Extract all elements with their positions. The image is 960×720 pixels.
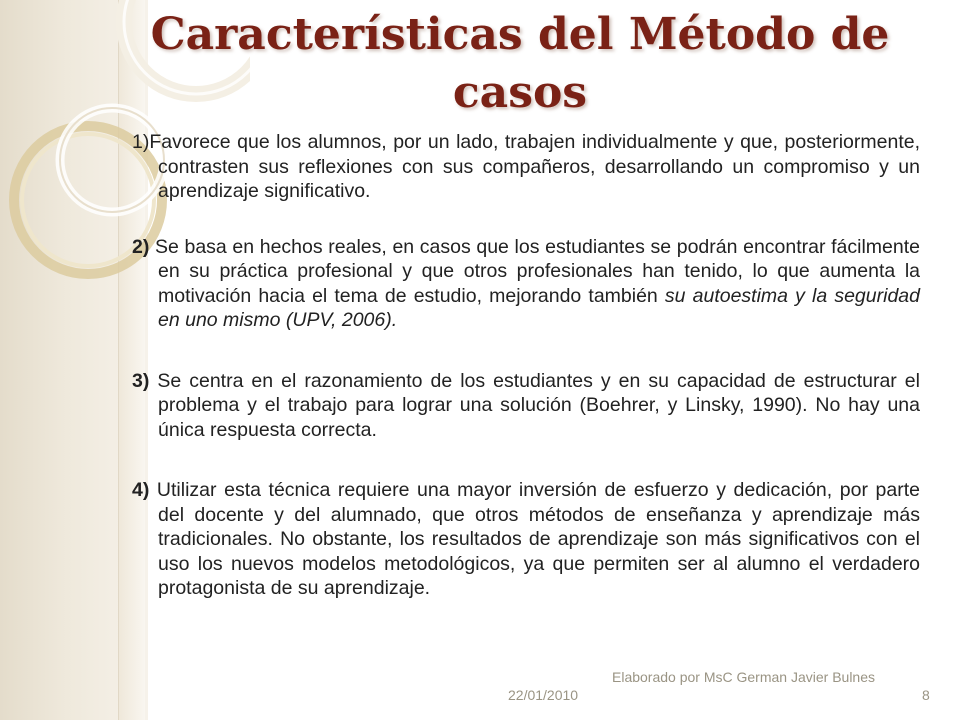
footer-author: Elaborado por MsC German Javier Bulnes xyxy=(612,669,876,685)
item-number: 2) xyxy=(132,235,150,258)
item-citation: su autoestima y la seguridad en uno mismo (UPV, 2006). xyxy=(158,284,920,331)
item-text: Utilizar esta técnica requiere una mayor inversión de esfuerzo y dedicación, por parte del docente y del alumnado, que otros métodos de enseñanza y aprendizaje más tradicionales. No obstante, los resultados de aprendizaje son más significativos con el uso los nuevos modelos metodológicos, ya que permiten ser al alumno el verdadero protagonista de su aprendizaje. xyxy=(149,479,920,599)
item-number: 1) xyxy=(132,131,150,153)
page-number: 8 xyxy=(922,687,930,703)
item-number: 4) xyxy=(132,479,150,501)
item-text: Favorece que los alumnos, por un lado, trabajen individualmente y que, posteriormente, contrasten sus reflexiones con sus compañeros, desarrollando un compromiso y un aprendizaje significativo. xyxy=(149,131,920,202)
item-text: Se centra en el razonamiento de los estudiantes y en su capacidad de estructurar el problema y el trabajo para lograr una solución (Boehrer, y Linsky, 1990). No hay una única respuesta correcta. xyxy=(149,369,920,441)
slide-title: Características del Método de casos xyxy=(150,9,890,118)
list-item xyxy=(132,369,920,443)
slide-body xyxy=(132,130,920,637)
list-item xyxy=(132,235,920,333)
item-number: 3) xyxy=(132,369,150,392)
item-text: Se basa en hechos reales, en casos que los estudiantes se podrán encontrar fácilmente en su práctica profesional y que otros profesionales han tenido, lo que aumenta la motivación hacia el tema de estudio, mejorando también xyxy=(149,235,920,307)
list-item xyxy=(132,130,920,204)
list-item xyxy=(132,478,920,601)
footer-date: 22/01/2010 xyxy=(508,687,579,703)
